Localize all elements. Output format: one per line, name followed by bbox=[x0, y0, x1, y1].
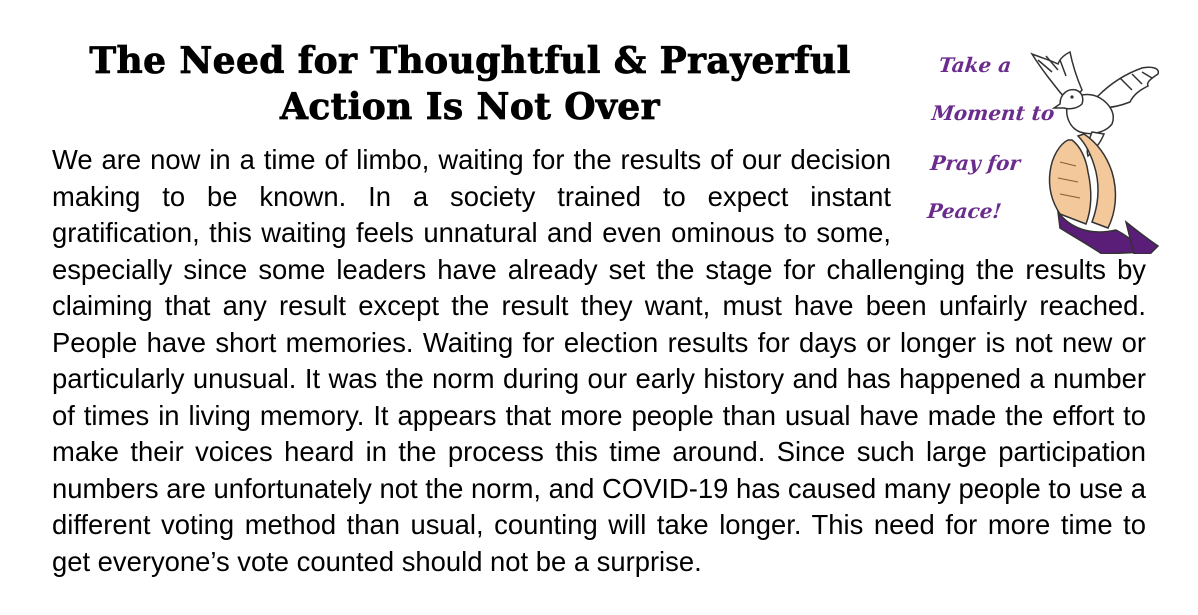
title-line-1: The Need for Thoughtful & Prayerful bbox=[89, 40, 851, 82]
badge-line-1: Take a bbox=[937, 53, 1013, 77]
badge-line-4: Peace! bbox=[926, 199, 1003, 223]
article-paragraph: We are now in a time of limbo, waiting for the results of our decision making to be known. In a society trained to expect instant gratification, this waiting feels unnatural and even ominous to some, especially since some leaders have already set the stage for challenging the results by claiming that any result except the result they want, must have been unfairly reached. People have short memories. Waiting for election results for days or longer is not new or particularly unusual. It was the norm during our early history and has happened a number of times in living memory. It appears that more people than usual have made the effort to make their voices heard in the process this time around. Since such large participation numbers are unfortunately not the norm, and COVID-19 has caused many people to use a different voting method than usual, counting will take longer. This need for more time to get everyone’s vote counted should not be a surprise. bbox=[52, 144, 1146, 577]
page-title bbox=[20, 38, 920, 130]
badge-wrap-spacer bbox=[891, 142, 1146, 250]
badge-line-2: Moment to bbox=[930, 101, 1056, 125]
badge-line-3: Pray for bbox=[929, 151, 1022, 175]
article-body bbox=[52, 142, 1146, 580]
title-line-2: Action Is Not Over bbox=[280, 86, 660, 128]
